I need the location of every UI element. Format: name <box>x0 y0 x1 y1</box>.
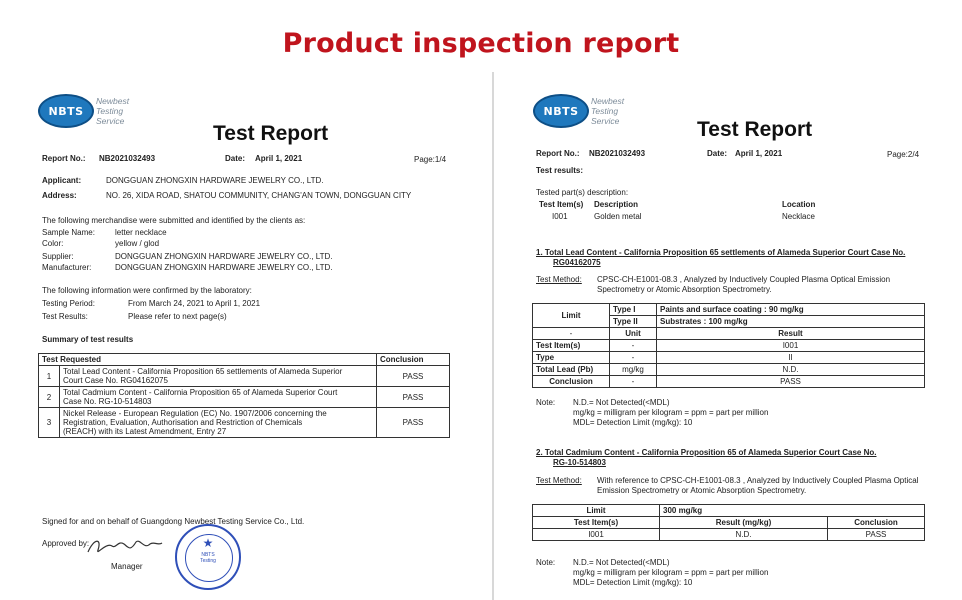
page-divider <box>492 72 494 600</box>
section-2-method-2: Emission Spectrometry or Atomic Absorption Spectrometry. <box>597 486 807 495</box>
note-label: Note: <box>536 398 556 407</box>
nbts-logo-icon: NBTS <box>38 94 94 128</box>
note-mdl-2: MDL= Detection Limit (mg/kg): 10 <box>573 578 693 587</box>
table-row: Test Item(s) Result (mg/kg) Conclusion <box>533 517 925 529</box>
table-row: Limit 300 mg/kg <box>533 505 925 517</box>
nbts-logo: NBTS Newbest Testing Service <box>38 90 143 134</box>
section-2-method: With reference to CPSC-CH-E1001-08.3 , Analyzed by Inductively Coupled Plasma Optical <box>597 476 919 485</box>
report-no-label: Report No.: <box>536 149 580 158</box>
supplier: DONGGUAN ZHONGXIN HARDWARE JEWELRY CO., LTD. <box>115 252 333 261</box>
confirm-text: The following information were confirmed by the laboratory: <box>42 286 252 295</box>
testing-period: From March 24, 2021 to April 1, 2021 <box>128 299 261 308</box>
date-label: Date: <box>707 149 728 158</box>
table-row: I001 N.D. PASS <box>533 529 925 541</box>
table-header-row: Test Requested Conclusion <box>39 354 450 366</box>
manager-label: Manager <box>111 562 143 571</box>
part-description: Golden metal <box>594 212 642 221</box>
nbts-logo: NBTS Newbest Testing Service <box>533 90 638 134</box>
section-1-method-2: Spectrometry or Atomic Absorption Spectrometry. <box>597 285 772 294</box>
sample-name-label: Sample Name: <box>42 228 95 237</box>
manufacturer: DONGGUAN ZHONGXIN HARDWARE JEWELRY CO., LTD. <box>115 263 333 272</box>
note-mdl: MDL= Detection Limit (mg/kg): 10 <box>573 418 693 427</box>
part-location: Necklace <box>782 212 815 221</box>
table-row: Conclusion - PASS <box>533 376 925 388</box>
testing-period-label: Testing Period: <box>42 299 95 308</box>
table-row: Limit Type I Paints and surface coating : 90 mg/kg <box>533 304 925 316</box>
note-nd: N.D.= Not Detected(<MDL) <box>573 398 670 407</box>
applicant-label: Applicant: <box>42 176 82 185</box>
table-row: Test Item(s) - I001 <box>533 340 925 352</box>
note-nd-2: N.D.= Not Detected(<MDL) <box>573 558 670 567</box>
table-row: - Unit Result <box>533 328 925 340</box>
section-1-title: 1. Total Lead Content - California Proposition 65 settlements of Alameda Superior Court Case No. <box>536 248 906 257</box>
report-no: NB2021032493 <box>589 149 646 158</box>
supplier-label: Supplier: <box>42 252 74 261</box>
test-results-label: Test Results: <box>42 312 88 321</box>
parts-header-item: Test Item(s) <box>539 200 584 209</box>
nbts-logo-icon: NBTS <box>533 94 589 128</box>
applicant: DONGGUAN ZHONGXIN HARDWARE JEWELRY CO., LTD. <box>106 176 324 185</box>
summary-table <box>38 353 450 438</box>
test-results-heading: Test results: <box>536 166 583 175</box>
parts-header-desc: Description <box>594 200 639 209</box>
cadmium-results-table <box>532 504 925 541</box>
report-no: NB2021032493 <box>99 154 156 163</box>
approved-by-label: Approved by: <box>42 539 90 548</box>
page-number: Page:1/4 <box>414 155 447 164</box>
report-date: April 1, 2021 <box>735 149 783 158</box>
signed-text: Signed for and on behalf of Guangdong Newbest Testing Service Co., Ltd. <box>42 517 305 526</box>
report-title: Test Report <box>697 118 813 141</box>
test-method-label: Test Method: <box>536 275 582 284</box>
report-page-1 <box>22 72 467 600</box>
test-method-label-2: Test Method: <box>536 476 582 485</box>
summary-title: Summary of test results <box>42 335 134 344</box>
note-mgkg-2: mg/kg = milligram per kilogram = ppm = part per million <box>573 568 769 577</box>
section-1-method: CPSC-CH-E1001-08.3 , Analyzed by Inductively Coupled Plasma Optical Emission <box>597 275 891 284</box>
section-2-case: RG-10-514803 <box>553 458 606 467</box>
part-item: I001 <box>552 212 568 221</box>
lead-results-table <box>532 303 925 388</box>
test-results: Please refer to next page(s) <box>128 312 227 321</box>
report-title: Test Report <box>213 122 329 145</box>
page-banner-title: Product inspection report <box>282 28 680 59</box>
date-label: Date: <box>225 154 246 163</box>
table-row: 3 Nickel Release - European Regulation (EC) No. 1907/2006 concerning the Registration, Evaluation, Authorisation and Restriction of Chemicals (REACH) with its Latest Amendment, Entry 27 PASS <box>39 408 450 438</box>
signature-icon <box>84 534 164 560</box>
table-row: 2 Total Cadmium Content - California Proposition 65 of Alameda Superior Court Case No. RG-10-514803 PASS <box>39 387 450 408</box>
address: NO. 26, XIDA ROAD, SHATOU COMMUNITY, CHANG'AN TOWN, DONGGUAN CITY <box>106 191 412 200</box>
color-value: yellow / glod <box>115 239 160 248</box>
table-row: Type - II <box>533 352 925 364</box>
tested-parts-label: Tested part(s) description: <box>536 188 629 197</box>
report-page-2 <box>517 72 957 600</box>
table-row: Total Lead (Pb) mg/kg N.D. <box>533 364 925 376</box>
page-number: Page:2/4 <box>887 150 920 159</box>
report-no-label: Report No.: <box>42 154 86 163</box>
report-date: April 1, 2021 <box>255 154 303 163</box>
table-row: Type II Substrates : 100 mg/kg <box>533 316 925 328</box>
intro-text: The following merchandise were submitted and identified by the clients as: <box>42 216 306 225</box>
parts-header-location: Location <box>782 200 816 209</box>
section-1-case: RG04162075 <box>553 258 601 267</box>
company-seal-icon: ★ NBTS Testing <box>175 524 241 590</box>
note-mgkg: mg/kg = milligram per kilogram = ppm = part per million <box>573 408 769 417</box>
color-label: Color: <box>42 239 64 248</box>
note-label-2: Note: <box>536 558 556 567</box>
manufacturer-label: Manufacturer: <box>42 263 92 272</box>
table-row: 1 Total Lead Content - California Proposition 65 settlements of Alameda Superior Court Case No. RG04162075 PASS <box>39 366 450 387</box>
section-2-title: 2. Total Cadmium Content - California Proposition 65 of Alameda Superior Court Case No. <box>536 448 877 457</box>
address-label: Address: <box>42 191 77 200</box>
sample-name: letter necklace <box>115 228 167 237</box>
